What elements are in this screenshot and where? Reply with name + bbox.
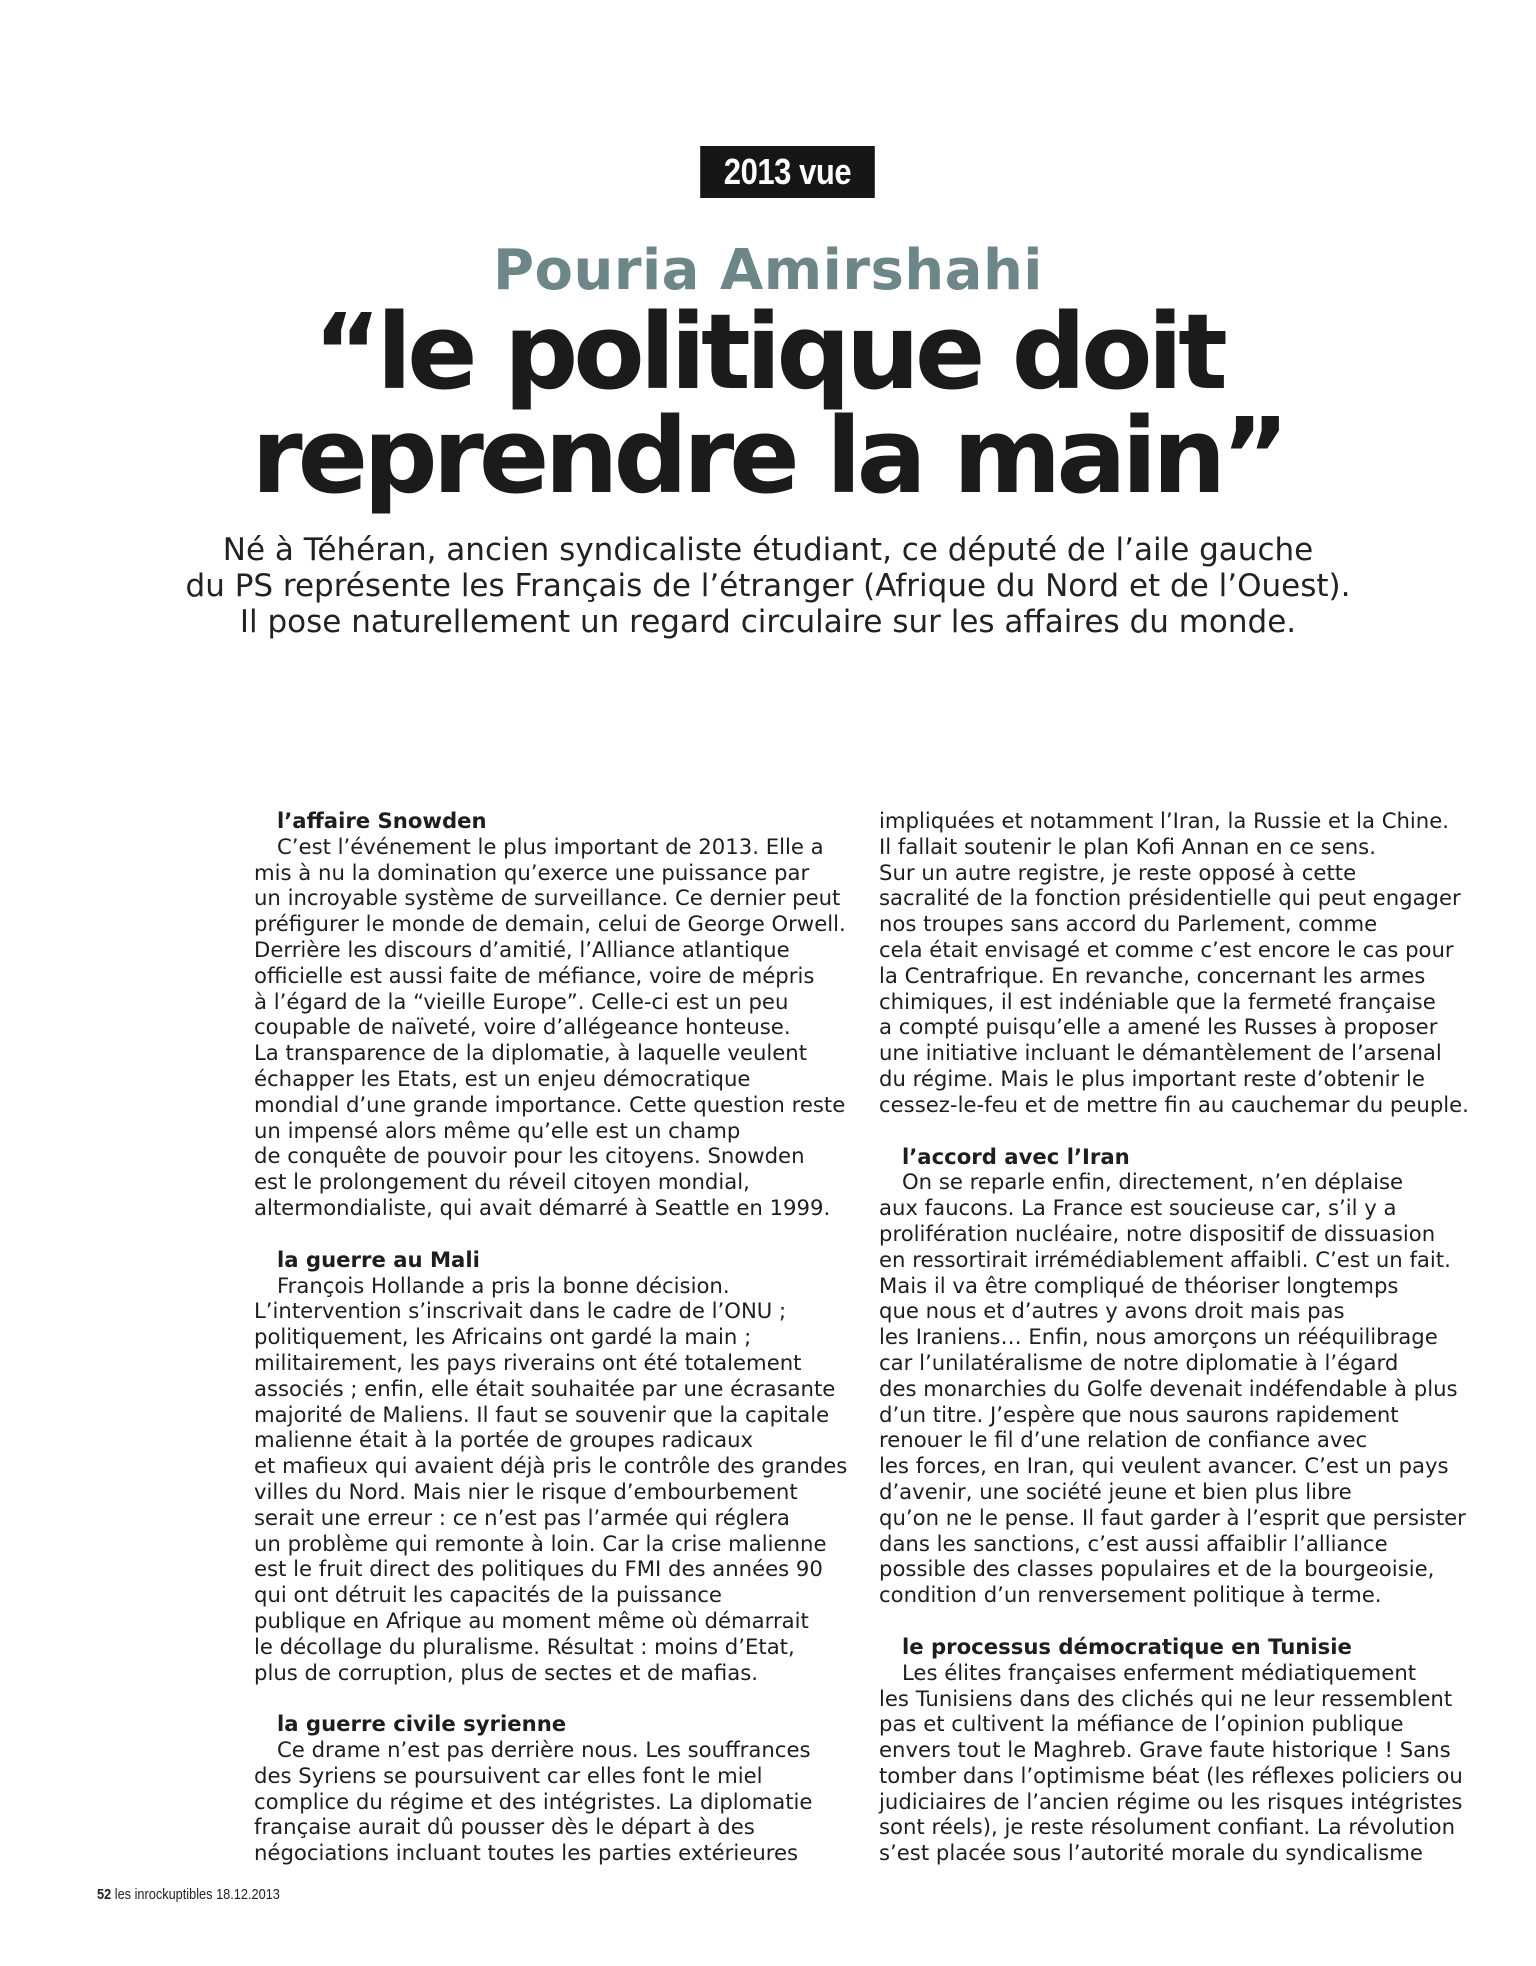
body-line: malienne était à la portée de groupes radicaux <box>254 1427 754 1453</box>
body-line: associés ; enfin, elle était souhaitée par une écrasante <box>254 1375 836 1401</box>
body-line: que nous et d’autres y avons droit mais pas <box>879 1298 1345 1324</box>
standfirst-line: du PS représente les Français de l’étranger (Afrique du Nord et de l’Ouest). <box>185 568 1351 604</box>
body-line: et mafieux qui avaient déjà pris le contrôle des grandes <box>254 1453 848 1479</box>
body-line: négociations incluant toutes les parties extérieures <box>254 1840 799 1866</box>
kicker-label: 2013 vue par <box>700 146 875 198</box>
article-section <box>879 1633 1463 1866</box>
body-line: judiciaires de l’ancien régime ou les risques intégristes <box>879 1788 1463 1814</box>
body-line: renouer le fil d’une relation de confiance avec <box>879 1427 1368 1453</box>
section-title: la guerre civile syrienne <box>277 1711 567 1737</box>
section-title: l’accord avec l’Iran <box>902 1143 1130 1169</box>
body-line: officielle est aussi faite de méfiance, voire de mépris <box>254 962 815 988</box>
article-section <box>879 808 1469 1118</box>
body-line: cessez-le-feu et de mettre fin au cauchemar du peuple. <box>879 1091 1469 1117</box>
body-line: à l’égard de la “vieille Europe”. Celle-ci est un peu <box>254 988 789 1014</box>
body-line: tomber dans l’optimisme béat (les réflexes policiers ou <box>879 1762 1463 1788</box>
body-line: Les élites françaises enferment médiatiquement <box>902 1659 1417 1685</box>
body-line: préfigurer le monde de demain, celui de George Orwell. <box>254 911 846 937</box>
body-line: un incroyable système de surveillance. Ce dernier peut <box>254 885 841 911</box>
body-line: mondial d’une grande importance. Cette question reste <box>254 1091 846 1117</box>
body-line: du régime. Mais le plus important reste d’obtenir le <box>879 1065 1425 1091</box>
standfirst-line: Il pose naturellement un regard circulaire sur les affaires du monde. <box>239 604 1297 640</box>
body-line: en ressortirait irrémédiablement affaibli. C’est un fait. <box>879 1246 1451 1272</box>
body-line: d’un titre. J’espère que nous saurons rapidement <box>879 1401 1399 1427</box>
body-line: aux faucons. La France est soucieuse car, s’il y a <box>879 1195 1397 1221</box>
body-line: publique en Afrique au moment même où démarrait <box>254 1607 809 1633</box>
body-line: L’intervention s’inscrivait dans le cadre de l’ONU ; <box>254 1298 787 1324</box>
body-line: pas et cultivent la méfiance de l’opinion publique <box>879 1711 1404 1737</box>
body-line: est le fruit direct des politiques du FMI des années 90 <box>254 1556 823 1582</box>
section-title: l’affaire Snowden <box>277 808 487 833</box>
publication-info: les inrockuptibles 18.12.2013 <box>114 1886 280 1903</box>
body-line: s’est placée sous l’autorité morale du syndicalisme <box>879 1840 1423 1866</box>
body-line: C’est l’événement le plus important de 2013. Elle a <box>277 833 824 859</box>
article-section <box>254 1711 814 1866</box>
page-number: 52 <box>97 1886 112 1903</box>
body-line: plus de corruption, plus de sectes et de mafias. <box>254 1659 758 1685</box>
body-line: a compté puisqu’elle a amené les Russes à proposer <box>879 1014 1438 1040</box>
body-line: serait une erreur : ce n’est pas l’armée qui réglera <box>254 1504 790 1530</box>
body-line: un problème qui remonte à loin. Car la crise malienne <box>254 1530 827 1556</box>
body-line: possible des classes populaires et de la bourgeoisie, <box>879 1556 1435 1582</box>
article-column-left <box>254 808 848 1892</box>
body-line: des Syriens se poursuivent car elles font le miel <box>254 1762 763 1788</box>
body-line: un impensé alors même qu’elle est un champ <box>254 1117 741 1143</box>
headline-line: reprendre la main” <box>251 395 1285 517</box>
body-line: est le prolongement du réveil citoyen mondial, <box>254 1169 750 1195</box>
body-line: nos troupes sans accord du Parlement, comme <box>879 911 1378 937</box>
body-line: de conquête de pouvoir pour les citoyens. Snowden <box>254 1143 805 1169</box>
article-column-right <box>879 808 1469 1892</box>
body-line: altermondialiste, qui avait démarré à Seattle en 1999. <box>254 1194 831 1220</box>
article-section <box>254 808 846 1221</box>
page-footer <box>97 1886 280 1903</box>
body-line: la Centrafrique. En revanche, concernant les armes <box>879 962 1426 988</box>
article-section <box>254 1246 848 1686</box>
body-line: le décollage du pluralisme. Résultat : moins d’Etat, <box>254 1633 795 1659</box>
body-line: cela était envisagé et comme c’est encore le cas pour <box>879 936 1454 962</box>
body-line: villes du Nord. Mais nier le risque d’embourbement <box>254 1478 798 1504</box>
headline <box>0 291 1536 517</box>
standfirst-line: Né à Téhéran, ancien syndicaliste étudiant, ce député de l’aile gauche <box>222 532 1314 568</box>
body-line: les Tunisiens dans des clichés qui ne leur ressemblent <box>879 1685 1453 1711</box>
headline-line: “le politique doit <box>313 291 1223 413</box>
body-line: complice du régime et des intégristes. La diplomatie <box>254 1788 813 1814</box>
body-line: les Iraniens… Enfin, nous amorçons un rééquilibrage <box>879 1324 1438 1350</box>
section-title: le processus démocratique en Tunisie <box>902 1633 1352 1659</box>
body-line: échapper les Etats, est un enjeu démocratique <box>254 1065 751 1091</box>
body-line: militairement, les pays riverains ont été totalement <box>254 1349 802 1375</box>
body-line: Ce drame n’est pas derrière nous. Les souffrances <box>277 1737 811 1763</box>
body-line: dans les sanctions, c’est aussi affaiblir l’alliance <box>879 1530 1388 1556</box>
body-line: des monarchies du Golfe devenait indéfendable à plus <box>879 1375 1458 1401</box>
body-line: les forces, en Iran, qui veulent avancer. C’est un pays <box>879 1453 1449 1479</box>
interviewee-name: Pouria Amirshahi <box>492 238 1044 303</box>
body-line: une initiative incluant le démantèlement de l’arsenal <box>879 1040 1442 1066</box>
body-line: envers tout le Maghreb. Grave faute historique ! Sans <box>879 1737 1451 1763</box>
body-line: car l’unilatéralisme de notre diplomatie à l’égard <box>879 1349 1399 1375</box>
body-line: politiquement, les Africains ont gardé la main ; <box>254 1324 752 1350</box>
body-line: Mais il va être compliqué de théoriser longtemps <box>879 1272 1399 1298</box>
body-line: prolifération nucléaire, notre dispositif de dissuasion <box>879 1220 1436 1246</box>
body-line: qui ont détruit les capacités de la puissance <box>254 1582 722 1608</box>
body-line: française aurait dû pousser dès le départ à des <box>254 1814 755 1840</box>
body-line: impliquées et notamment l’Iran, la Russie et la Chine. <box>879 808 1450 833</box>
standfirst <box>0 532 1536 640</box>
section-title: la guerre au Mali <box>277 1246 480 1272</box>
article-section <box>879 1143 1466 1608</box>
body-line: La transparence de la diplomatie, à laquelle veulent <box>254 1040 808 1066</box>
body-line: chimiques, il est indéniable que la fermeté française <box>879 988 1436 1014</box>
body-line: François Hollande a pris la bonne décision. <box>277 1272 730 1298</box>
body-line: majorité de Maliens. Il faut se souvenir que la capitale <box>254 1401 830 1427</box>
body-line: sont réels), je reste résolument confiant. La révolution <box>879 1814 1456 1840</box>
body-line: Sur un autre registre, je reste opposé à cette <box>879 859 1357 885</box>
body-line: sacralité de la fonction présidentielle qui peut engager <box>879 885 1461 911</box>
body-line: d’avenir, une société jeune et bien plus libre <box>879 1478 1352 1504</box>
body-line: Il fallait soutenir le plan Kofi Annan en ce sens. <box>879 833 1376 859</box>
body-line: qu’on ne le pense. Il faut garder à l’esprit que persister <box>879 1504 1466 1530</box>
body-line: coupable de naïveté, voire d’allégeance honteuse. <box>254 1014 791 1040</box>
body-line: On se reparle enfin, directement, n’en déplaise <box>902 1169 1404 1195</box>
body-line: Derrière les discours d’amitié, l’Alliance atlantique <box>254 936 790 962</box>
body-line: mis à nu la domination qu’exerce une puissance par <box>254 859 810 885</box>
body-line: condition d’un renversement politique à terme. <box>879 1582 1382 1608</box>
